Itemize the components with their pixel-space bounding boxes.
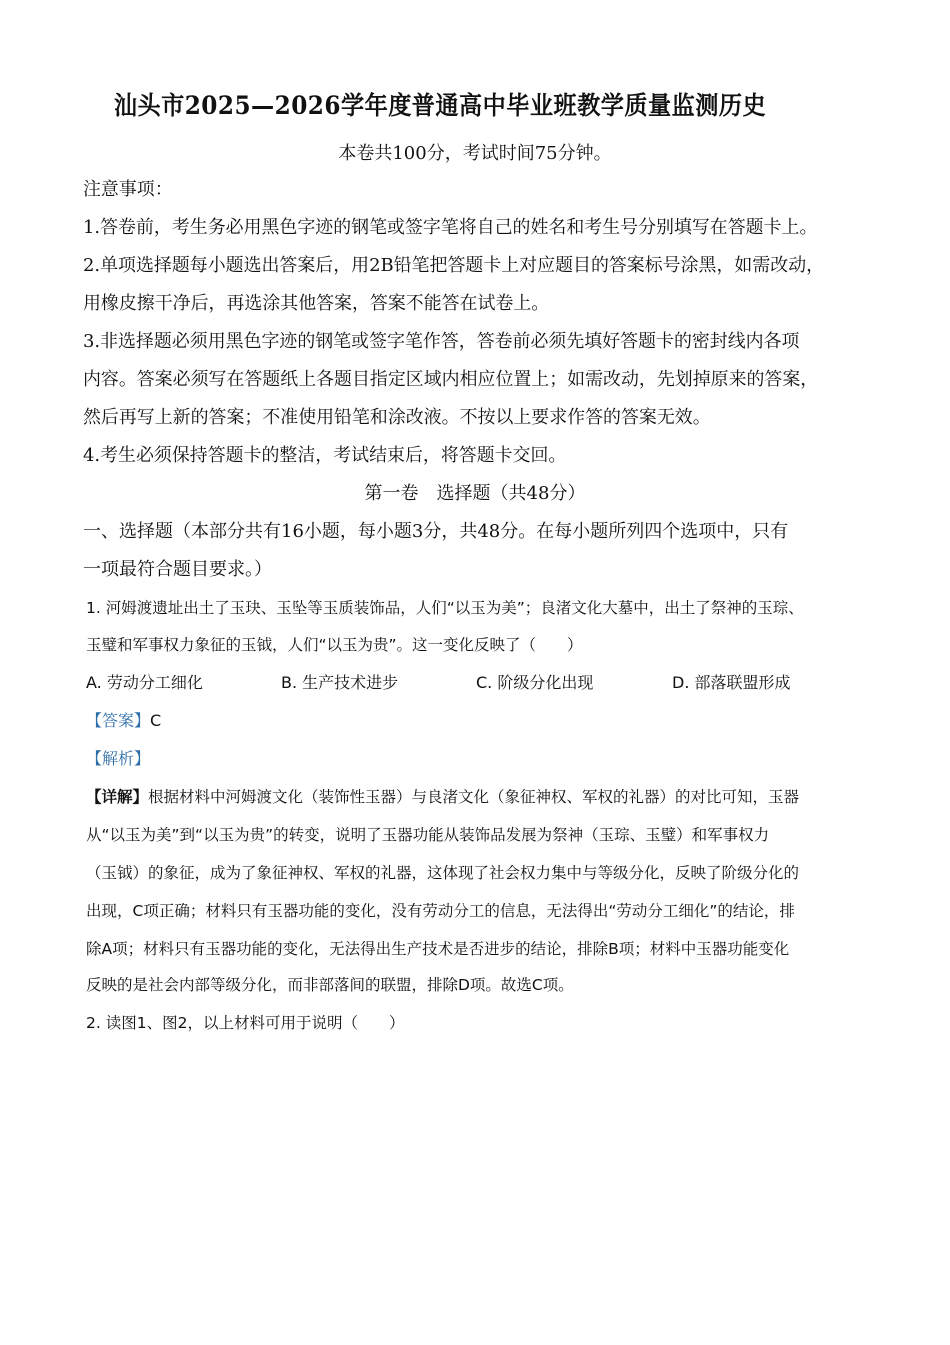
option-a: A. 劳动分工细化 <box>86 673 203 692</box>
question-1-stem: 1. 河姆渡遗址出土了玉玦、玉坠等玉质装饰品，人们“以玉为美”；良渚文化大墓中，出土了祭神的玉琮、 <box>86 599 804 617</box>
answer-value: C <box>150 711 162 730</box>
notice-line: 1.答卷前，考生务必用黑色字迹的钢笔或签字笔将自己的姓名和考生号分别填写在答题卡上。 <box>83 217 818 238</box>
detail-line: 出现，C项正确；材料只有玉器功能的变化，没有劳动分工的信息，无法得出“劳动分工细化”的结论，排 <box>86 902 795 920</box>
part-instruction: 一、选择题（本部分共有16小题，每小题3分，共48分。在每小题所列四个选项中，只有 <box>83 521 789 542</box>
question-2-stem: 2. 读图1、图2，以上材料可用于说明（ ） <box>86 1014 405 1032</box>
notice-line: 用橡皮擦干净后，再选涂其他答案，答案不能答在试卷上。 <box>83 293 550 314</box>
exam-info: 本卷共100分，考试时间75分钟。 <box>338 143 612 164</box>
detail-line: （玉钺）的象征，成为了象征神权、军权的礼器，这体现了社会权力集中与等级分化，反映了阶级分化的 <box>86 864 800 882</box>
part-instruction: 一项最符合题目要求。） <box>83 559 272 580</box>
answer-row <box>86 709 161 733</box>
detail-text: 根据材料中河姆渡文化（装饰性玉器）与良渚文化（象征神权、军权的礼器）的对比可知，玉器 <box>148 788 800 806</box>
detail-line: 反映的是社会内部等级分化，而非部落间的联盟，排除D项。故选C项。 <box>86 976 574 994</box>
option-c: C. 阶级分化出现 <box>476 673 594 692</box>
option-d: D. 部落联盟形成 <box>672 673 791 692</box>
section-title: 第一卷 选择题（共48分） <box>364 483 586 504</box>
notice-heading: 注意事项： <box>83 179 173 200</box>
analysis-tag: 【解析】 <box>86 749 151 768</box>
notice-line: 2.单项选择题每小题选出答案后，用2B铅笔把答题卡上对应题目的答案标号涂黑，如需改动， <box>83 255 825 276</box>
question-1-stem: 玉璧和军事权力象征的玉钺，人们“以玉为贵”。这一变化反映了（ ） <box>86 636 583 654</box>
option-b: B. 生产技术进步 <box>281 673 399 692</box>
detail-line: 除A项；材料只有玉器功能的变化，无法得出生产技术是否进步的结论，排除B项；材料中玉器功能变化 <box>86 940 790 958</box>
notice-line: 3.非选择题必须用黑色字迹的钢笔或签字笔作答，答卷前必须先填好答题卡的密封线内各项 <box>83 331 800 352</box>
answer-tag: 【答案】 <box>86 711 151 730</box>
detail-tag: 【详解】 <box>86 788 149 806</box>
notice-line: 然后再写上新的答案；不准使用铅笔和涂改液。不按以上要求作答的答案无效。 <box>83 407 711 428</box>
analysis-row <box>86 747 150 771</box>
detail-line: 从“以玉为美”到“以玉为贵”的转变，说明了玉器功能从装饰品发展为祭神（玉琮、玉璧）和军事权力 <box>86 826 770 844</box>
detail-line <box>86 785 799 809</box>
page-title: 汕头市2025—2026学年度普通高中毕业班教学质量监测历史 <box>113 91 767 120</box>
notice-line: 内容。答案必须写在答题纸上各题目指定区域内相应位置上；如需改动，先划掉原来的答案， <box>83 369 819 390</box>
notice-line: 4.考生必须保持答题卡的整洁，考试结束后，将答题卡交回。 <box>83 445 567 466</box>
